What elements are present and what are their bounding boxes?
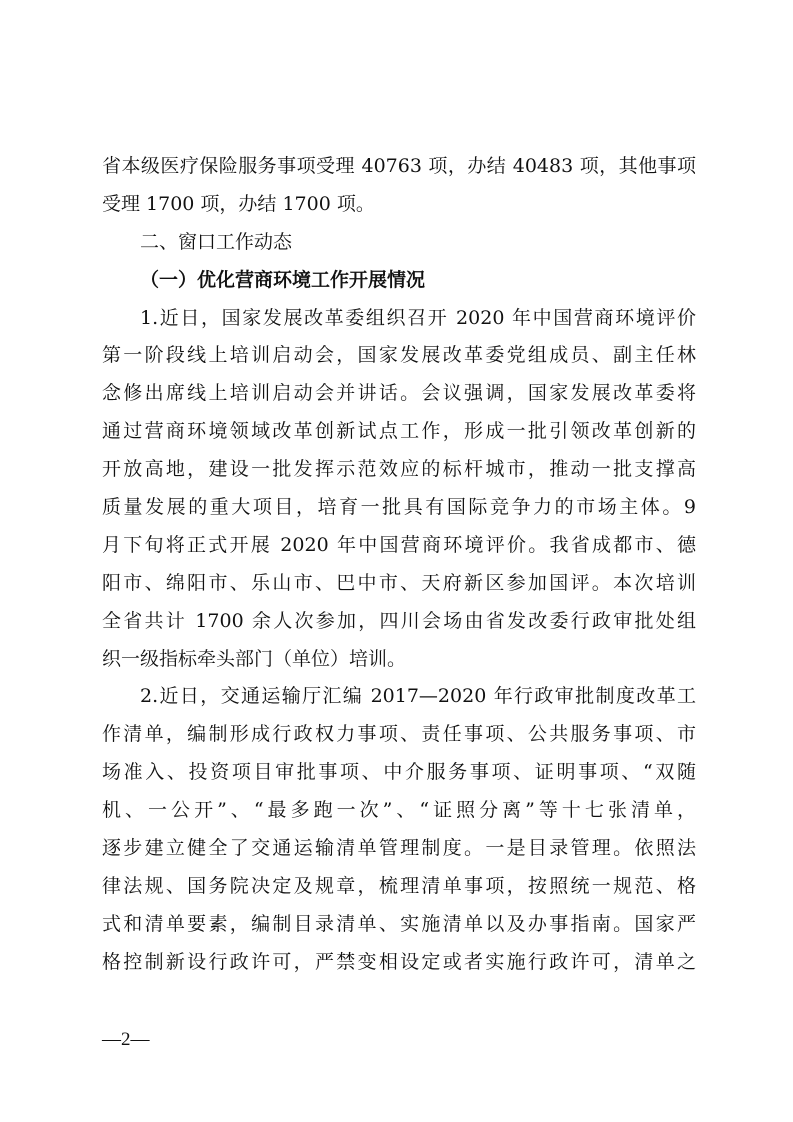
paragraph-line: 开放高地，建设一批发挥示范效应的标杆城市，推动一批支撑高 (102, 458, 696, 481)
paragraph-line: 律法规、国务院决定及规章，梳理清单事项，按照统一规范、格 (102, 874, 696, 897)
paragraph-line: 逐步建立健全了交通运输清单管理制度。一是目录管理。依照法 (102, 837, 696, 860)
paragraph-line: 格控制新设行政许可，严禁变相设定或者实施行政许可，清单之 (102, 950, 696, 973)
page-number: —2— (102, 1029, 150, 1050)
paragraph-last-line: 织一级指标牵头部门（单位）培训。 (102, 647, 407, 670)
document-body (102, 148, 696, 982)
paragraph-line: 阳市、绵阳市、乐山市、巴中市、天府新区参加国评。本次培训 (102, 571, 696, 594)
paragraph-line: 月下旬将正式开展 2020 年中国营商环境评价。我省成都市、德 (102, 533, 696, 556)
section-heading: 二、窗口工作动态 (140, 230, 293, 253)
paragraph-line: 第一阶段线上培训启动会，国家发展改革委党组成员、副主任林 (102, 344, 696, 367)
paragraph-last-line: 受理 1700 项，办结 1700 项。 (102, 192, 375, 215)
paragraph-first-line: 1.近日，国家发展改革委组织召开 2020 年中国营商环境评价 (140, 306, 696, 329)
paragraph-line: 全省共计 1700 余人次参加，四川会场由省发改委行政审批处组 (102, 609, 696, 632)
paragraph-first-line: 2.近日，交通运输厅汇编 2017—2020 年行政审批制度改革工 (140, 685, 696, 708)
paragraph-line: 省本级医疗保险服务事项受理 40763 项，办结 40483 项，其他事项 (102, 155, 696, 177)
paragraph-line: 质量发展的重大项目，培育一批具有国际竞争力的市场主体。9 (102, 496, 696, 519)
paragraph-line: 场准入、投资项目审批事项、中介服务事项、证明事项、“双随 (102, 761, 696, 784)
subsection-heading: （一）优化营商环境工作开展情况 (140, 268, 426, 291)
paragraph-line: 作清单，编制形成行政权力事项、责任事项、公共服务事项、市 (102, 723, 696, 746)
paragraph-line: 机、一公开”、“最多跑一次”、“证照分离”等十七张清单， (102, 799, 696, 822)
paragraph-line: 式和清单要素，编制目录清单、实施清单以及办事指南。国家严 (102, 912, 696, 935)
paragraph-line: 念修出席线上培训启动会并讲话。会议强调，国家发展改革委将 (102, 382, 696, 405)
paragraph-line: 通过营商环境领域改革创新试点工作，形成一批引领改革创新的 (102, 420, 696, 443)
